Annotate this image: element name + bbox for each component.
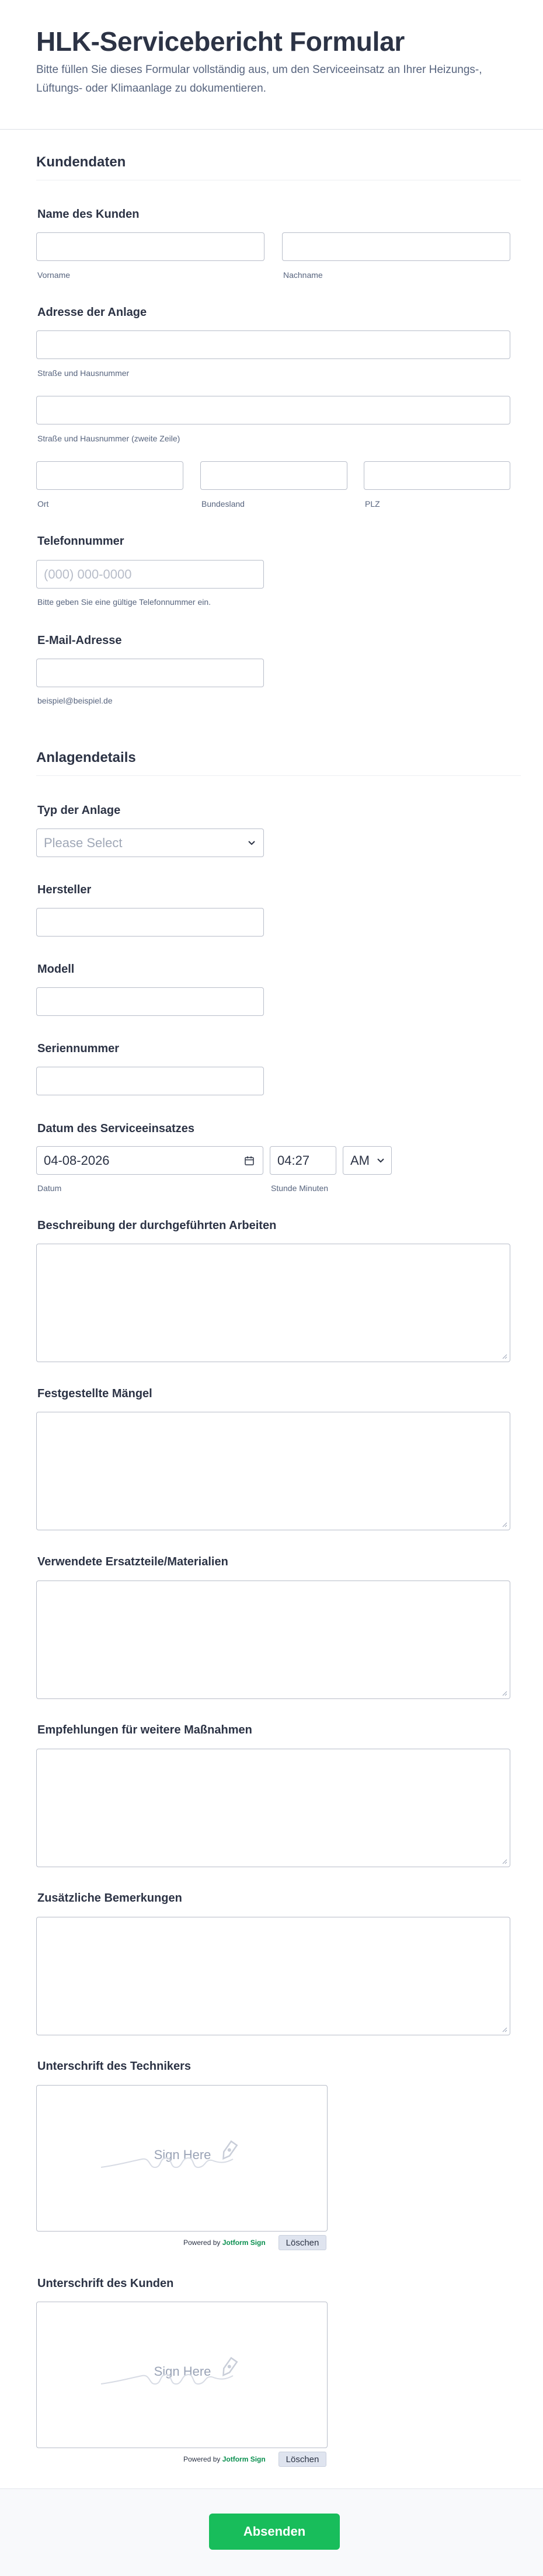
city-input[interactable]: [36, 461, 183, 490]
date-value: 04-08-2026: [44, 1153, 110, 1168]
last-name-sublabel: Nachname: [283, 270, 323, 280]
phone-hint: Bitte geben Sie eine gültige Telefonnummer ein.: [37, 597, 211, 607]
manufacturer-input[interactable]: [36, 908, 264, 937]
time-value: 04:27: [277, 1153, 310, 1168]
email-input[interactable]: [36, 659, 264, 687]
signature-scribble-icon: [95, 2132, 270, 2185]
zip-sublabel: PLZ: [365, 499, 380, 509]
parts-label: Verwendete Ersatzteile/Materialien: [37, 1555, 228, 1568]
first-name-input[interactable]: [36, 232, 264, 261]
state-sublabel: Bundesland: [201, 499, 245, 509]
resize-grip-icon[interactable]: [502, 2027, 507, 2032]
technician-signature-label: Unterschrift des Technikers: [37, 2060, 192, 2073]
email-label: E-Mail-Adresse: [37, 634, 122, 647]
recommendations-textarea[interactable]: [36, 1749, 510, 1867]
phone-label: Telefonnummer: [37, 535, 124, 548]
section-divider: [36, 775, 521, 776]
time-sublabel: Stunde Minuten: [271, 1183, 329, 1193]
clear-customer-signature-button[interactable]: Löschen: [279, 2452, 326, 2467]
system-type-label: Typ der Anlage: [37, 804, 121, 817]
date-input[interactable]: [36, 1146, 263, 1175]
work-description-label: Beschreibung der durchgeführten Arbeiten: [37, 1219, 277, 1232]
resize-grip-icon[interactable]: [502, 1858, 507, 1864]
serial-input[interactable]: [36, 1067, 264, 1095]
signature-scribble-icon: [95, 2349, 270, 2401]
sign-here-hint: Sign Here: [154, 2147, 211, 2162]
section-title-system: Anlagendetails: [36, 750, 136, 765]
system-type-placeholder: Please Select: [44, 835, 123, 850]
chevron-down-icon: [247, 838, 256, 847]
form-subtitle: Bitte füllen Sie dieses Formular vollständig aus, um den Serviceeinsatz an Ihrer Heizungs-, Lüftungs- oder Klimaanlage zu dokumentieren.: [36, 64, 482, 95]
submit-button[interactable]: Absenden: [209, 2514, 340, 2550]
model-input[interactable]: [36, 987, 264, 1016]
sign-here-hint: Sign Here: [154, 2364, 211, 2379]
last-name-input[interactable]: [282, 232, 510, 261]
work-description-textarea[interactable]: [36, 1244, 510, 1362]
zip-input[interactable]: [364, 461, 510, 490]
defects-label: Festgestellte Mängel: [37, 1387, 152, 1400]
street2-input[interactable]: [36, 396, 510, 424]
time-input[interactable]: [270, 1146, 336, 1175]
section-title-customer: Kundendaten: [36, 154, 126, 170]
customer-signature-pad[interactable]: [36, 2302, 328, 2448]
email-hint: beispiel@beispiel.de: [37, 696, 113, 705]
ampm-value: AM: [350, 1153, 370, 1168]
street2-sublabel: Straße und Hausnummer (zweite Zeile): [37, 434, 180, 443]
resize-grip-icon[interactable]: [502, 1522, 507, 1527]
customer-signature-label: Unterschrift des Kunden: [37, 2277, 174, 2290]
phone-input[interactable]: [36, 560, 264, 589]
clear-technician-signature-button[interactable]: Löschen: [279, 2235, 326, 2250]
recommendations-label: Empfehlungen für weitere Maßnahmen: [37, 1724, 252, 1736]
calendar-icon[interactable]: [244, 1155, 255, 1166]
model-label: Modell: [37, 963, 75, 976]
state-input[interactable]: [200, 461, 347, 490]
parts-textarea[interactable]: [36, 1581, 510, 1699]
form-header: [0, 0, 543, 130]
manufacturer-label: Hersteller: [37, 883, 92, 896]
resize-grip-icon[interactable]: [502, 1353, 507, 1359]
technician-signature-pad[interactable]: [36, 2085, 328, 2232]
city-sublabel: Ort: [37, 499, 49, 509]
chevron-down-icon: [376, 1155, 385, 1165]
powered-by-text: Powered by Jotform Sign: [183, 2239, 266, 2247]
remarks-textarea[interactable]: [36, 1917, 510, 2035]
remarks-label: Zusätzliche Bemerkungen: [37, 1892, 182, 1905]
street-sublabel: Straße und Hausnummer: [37, 368, 130, 378]
customer-name-label: Name des Kunden: [37, 208, 140, 221]
address-label: Adresse der Anlage: [37, 306, 147, 319]
form-title: HLK-Servicebericht Formular: [36, 26, 405, 57]
first-name-sublabel: Vorname: [37, 270, 71, 280]
defects-textarea[interactable]: [36, 1412, 510, 1530]
powered-by-text: Powered by Jotform Sign: [183, 2455, 266, 2463]
form-footer: [0, 2488, 543, 2576]
system-type-select[interactable]: [36, 829, 264, 857]
street-input[interactable]: [36, 330, 510, 359]
date-sublabel: Datum: [37, 1183, 62, 1193]
date-label: Datum des Serviceeinsatzes: [37, 1122, 195, 1135]
serial-label: Seriennummer: [37, 1042, 120, 1055]
resize-grip-icon[interactable]: [502, 1690, 507, 1696]
ampm-select[interactable]: [343, 1146, 392, 1175]
